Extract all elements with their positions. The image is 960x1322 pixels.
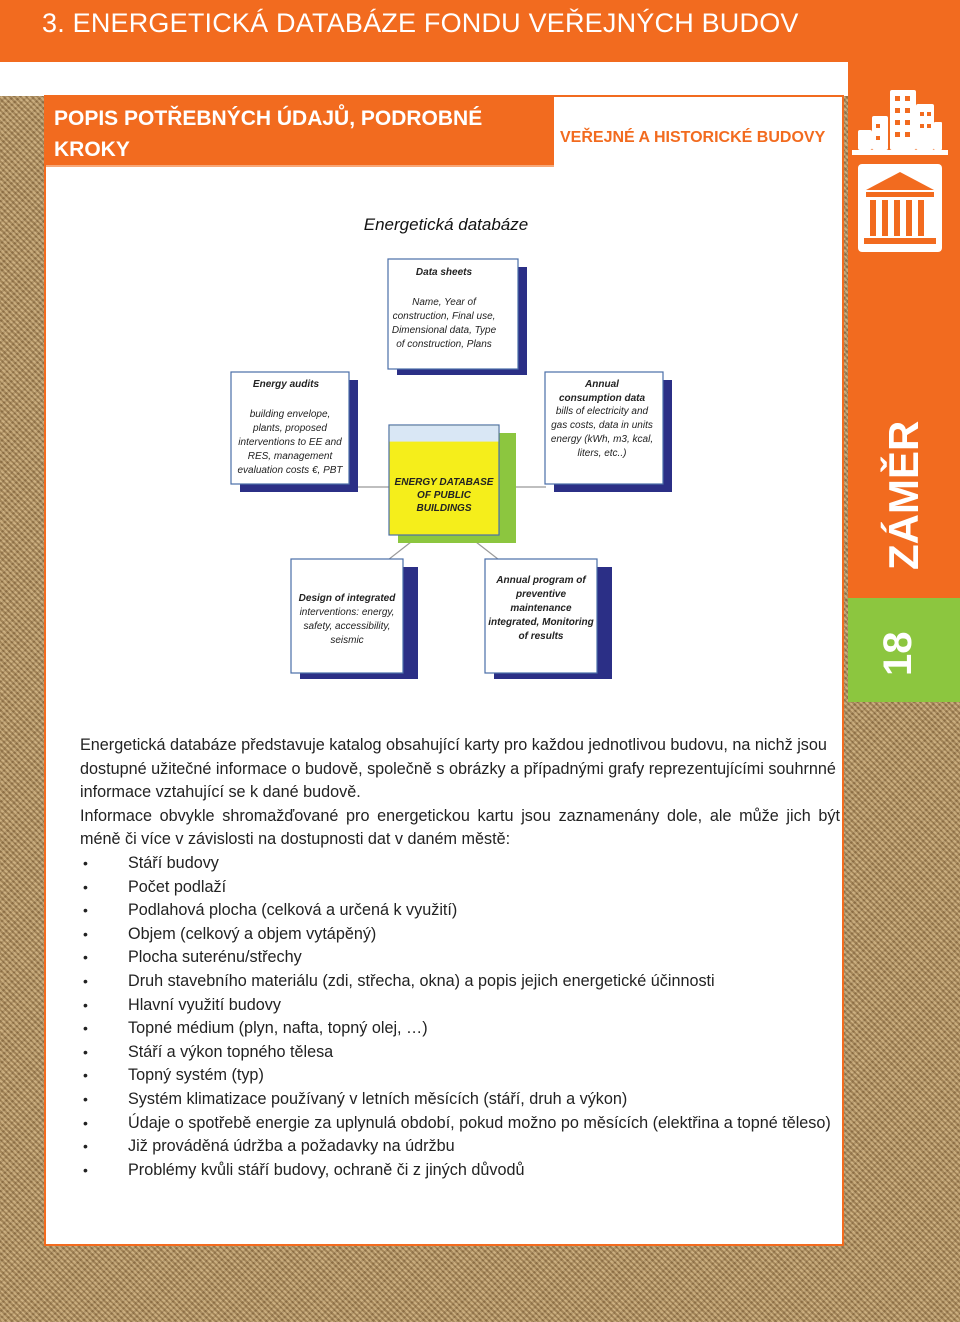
list-item: • Objem (celkový a objem vytápěný)	[80, 923, 840, 947]
title-bar	[0, 0, 960, 62]
center-line-1: ENERGY DATABASE	[394, 477, 494, 488]
left-card-line-2: plants, proposed	[253, 423, 327, 434]
list-item: • Problémy kvůli stáří budovy, ochraně či z jiných důvodů	[80, 1159, 840, 1183]
diagram-title: Energetická databáze	[363, 215, 529, 234]
bottom-right-card-line-3: maintenance	[510, 603, 572, 614]
list-item: • Počet podlaží	[80, 876, 840, 900]
bottom-right-card-line-1: Annual program of	[496, 575, 586, 586]
bottom-left-card-line-4: seismic	[330, 635, 364, 646]
list-item: • Stáří a výkon topného tělesa	[80, 1041, 840, 1065]
top-card-heading: Data sheets	[415, 267, 473, 278]
intro-paragraph: Energetická databáze představuje katalog obsahující karty pro každou jednotlivou budovu, na nichž jsou dostupné užitečné informace o budově, společně s obrázky a případnými grafy reprezentujícími souhrnné informace vztahující se k dané budově.	[80, 736, 836, 802]
left-card-line-3: interventions to EE and	[238, 437, 342, 448]
center-line-2: OF PUBLIC	[417, 490, 471, 501]
top-card-line-2: construction, Final use,	[392, 311, 496, 322]
list-item: • Systém klimatizace používaný v letních měsících (stáří, druh a výkon)	[80, 1088, 840, 1112]
top-card-line-3: Dimensional data, Type	[391, 325, 497, 336]
annual-consumption-card	[545, 372, 672, 492]
right-card-heading: Annual	[585, 379, 619, 390]
right-card-line-2: bills of electricity and	[555, 406, 649, 417]
maintenance-program-card	[485, 559, 612, 679]
info-paragraph: Informace obvykle shromažďované pro energetickou kartu jsou zaznamenány dole, ale může jich být méně či více v závislosti na dostupnosti dat v daném městě:	[80, 806, 840, 849]
bottom-right-card-line-5: of results	[518, 631, 564, 642]
side-section-label: ZÁMĚR	[880, 420, 927, 570]
list-item: • Druh stavebního materiálu (zdi, střecha, okna) a popis jejich energetické účinnosti	[80, 970, 840, 994]
list-item: • Hlavní využití budovy	[80, 994, 840, 1018]
list-item: • Údaje o spotřebě energie za uplynulá období, pokud možno po měsících (elektřina a topné těleso)	[80, 1112, 840, 1136]
right-card-line-3: gas costs, data in units	[551, 420, 653, 431]
left-card-line-5: evaluation costs €, PBT	[237, 465, 343, 476]
bottom-left-card-line-2: interventions: energy,	[299, 607, 395, 618]
energy-database-diagram	[46, 247, 846, 787]
section-heading: POPIS POTŘEBNÝCH ÚDAJŮ, PODROBNÉ KROKY	[54, 107, 483, 161]
bottom-left-card-line-1: Design of integrated	[298, 593, 396, 604]
building-icon	[850, 82, 950, 257]
bottom-right-card-line-2: preventive	[515, 589, 567, 600]
list-item: • Již prováděná údržba a požadavky na údržbu	[80, 1135, 840, 1159]
title-underline-strip	[0, 62, 848, 96]
top-card-line-1: Name, Year of	[412, 297, 476, 308]
left-card-line-4: RES, management	[247, 451, 333, 462]
data-sheets-card	[388, 259, 527, 375]
section-header	[46, 97, 554, 167]
center-line-3: BUILDINGS	[416, 503, 472, 514]
bottom-left-card-line-3: safety, accessibility,	[303, 621, 391, 632]
page-title: 3. ENERGETICKÁ DATABÁZE FONDU VEŘEJNÝCH BUDOV	[42, 8, 799, 38]
page-number: 18	[876, 631, 920, 676]
list-item: • Plocha suterénu/střechy	[80, 946, 840, 970]
section-subheading: VEŘEJNÉ A HISTORICKÉ BUDOVY	[560, 129, 826, 146]
right-card-line-1: consumption data	[558, 393, 646, 404]
top-card-line-4: of construction, Plans	[396, 339, 492, 350]
left-card-heading: Energy audits	[252, 379, 320, 390]
data-items-list	[80, 852, 840, 1182]
left-card-line-1: building envelope,	[249, 409, 331, 420]
energy-database-center	[389, 425, 516, 543]
right-card-line-4: energy (kWh, m3, kcal,	[550, 434, 654, 445]
body-text	[80, 734, 840, 1182]
list-item: • Topný systém (typ)	[80, 1064, 840, 1088]
energy-audits-card	[231, 372, 358, 492]
right-card-line-5: liters, etc..)	[577, 448, 627, 459]
bottom-right-card-line-4: integrated, Monitoring	[488, 617, 594, 628]
list-item: • Topné médium (plyn, nafta, topný olej, …)	[80, 1017, 840, 1041]
integrated-interventions-card	[291, 559, 418, 679]
list-item: • Stáří budovy	[80, 852, 840, 876]
list-item: • Podlahová plocha (celková a určená k využití)	[80, 899, 840, 923]
